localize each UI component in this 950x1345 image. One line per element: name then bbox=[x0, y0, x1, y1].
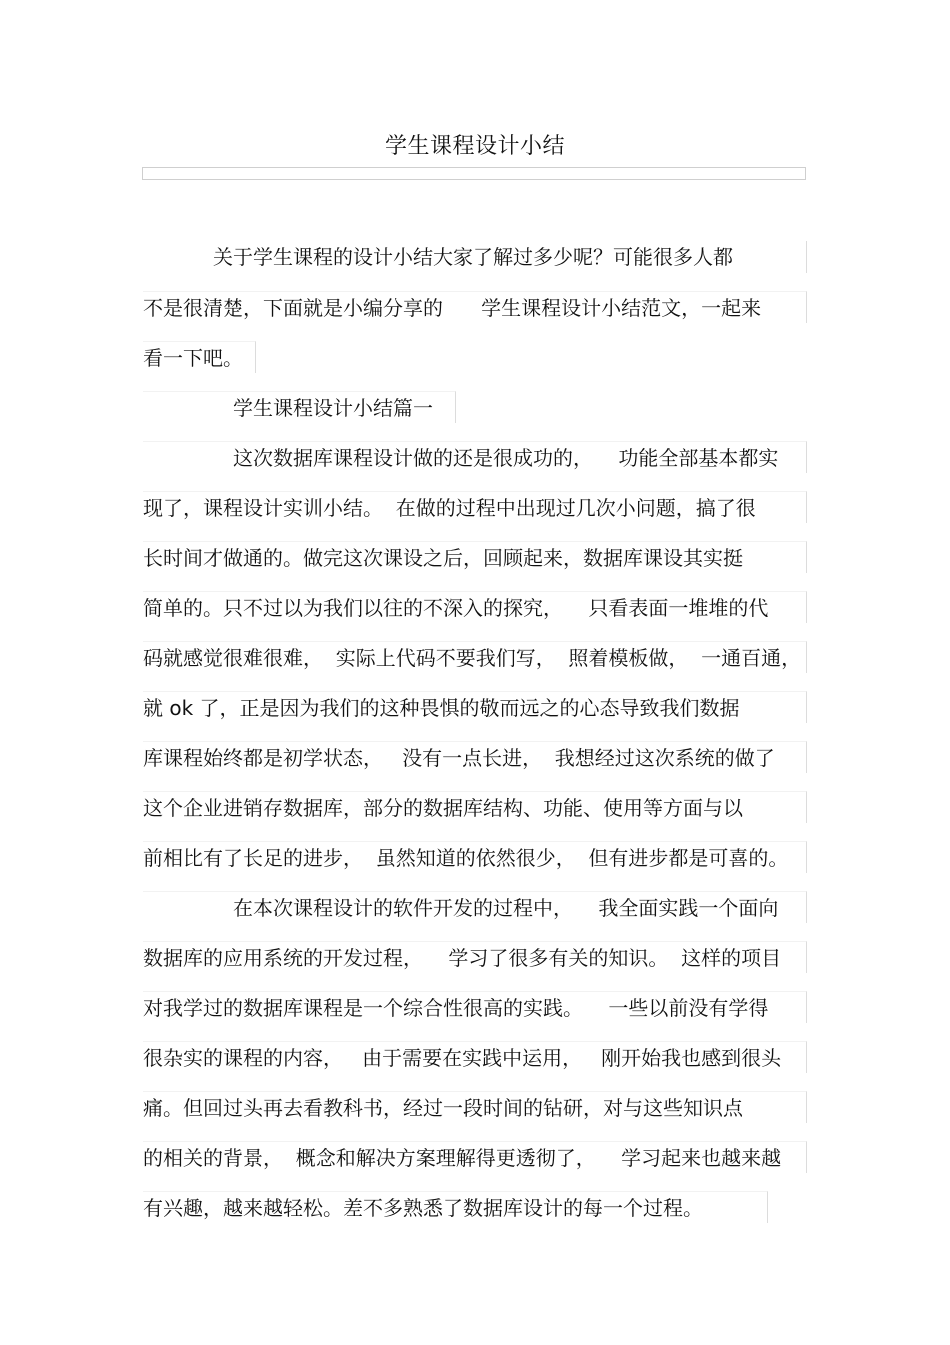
paragraph-line: 很杂实的课程的内容， 由于需要在实践中运用， 刚开始我也感到很头 bbox=[143, 1041, 807, 1073]
paragraph-line: 码就感觉很难很难， 实际上代码不要我们写， 照着模板做， 一通百通， bbox=[143, 641, 807, 673]
paragraph-line: 长时间才做通的。做完这次课设之后，回顾起来，数据库课设其实挺 bbox=[143, 541, 807, 573]
title-underline bbox=[142, 167, 806, 180]
paragraph-line: 这次数据库课程设计做的还是很成功的， 功能全部基本都实 bbox=[143, 441, 807, 473]
paragraph-line: 简单的。只不过以为我们以往的不深入的探究， 只看表面一堆堆的代 bbox=[143, 591, 807, 623]
paragraph-line: 的相关的背景， 概念和解决方案理解得更透彻了， 学习起来也越来越 bbox=[143, 1141, 807, 1173]
paragraph-line: 有兴趣，越来越轻松。差不多熟悉了数据库设计的每一个过程。 bbox=[143, 1191, 768, 1223]
document-title: 学生课程设计小结 bbox=[384, 134, 565, 159]
paragraph-line: 这个企业进销存数据库，部分的数据库结构、功能、使用等方面与以 bbox=[143, 791, 807, 823]
paragraph-line: 在本次课程设计的软件开发的过程中， 我全面实践一个面向 bbox=[143, 891, 807, 923]
paragraph-line: 数据库的应用系统的开发过程， 学习了很多有关的知识。 这样的项目 bbox=[143, 941, 807, 973]
intro-line: 看一下吧。 bbox=[143, 341, 256, 373]
section-heading: 学生课程设计小结篇一 bbox=[143, 391, 456, 423]
paragraph-line: 库课程始终都是初学状态， 没有一点长进， 我想经过这次系统的做了 bbox=[143, 741, 807, 773]
paragraph-line: 现了，课程设计实训小结。 在做的过程中出现过几次小问题，搞了很 bbox=[143, 491, 807, 523]
intro-line: 关于学生课程的设计小结大家了解过多少呢？可能很多人都 bbox=[143, 241, 807, 273]
paragraph-line: 痛。但回过头再去看教科书，经过一段时间的钻研，对与这些知识点 bbox=[143, 1091, 807, 1123]
paragraph-line: 前相比有了长足的进步， 虽然知道的依然很少， 但有进步都是可喜的。 bbox=[143, 841, 807, 873]
paragraph-line: 对我学过的数据库课程是一个综合性很高的实践。 一些以前没有学得 bbox=[143, 991, 807, 1023]
intro-line: 不是很清楚，下面就是小编分享的 学生课程设计小结范文，一起来 bbox=[143, 291, 807, 323]
paragraph-line: 就 ok 了，正是因为我们的这种畏惧的敬而远之的心态导致我们数据 bbox=[143, 691, 807, 723]
